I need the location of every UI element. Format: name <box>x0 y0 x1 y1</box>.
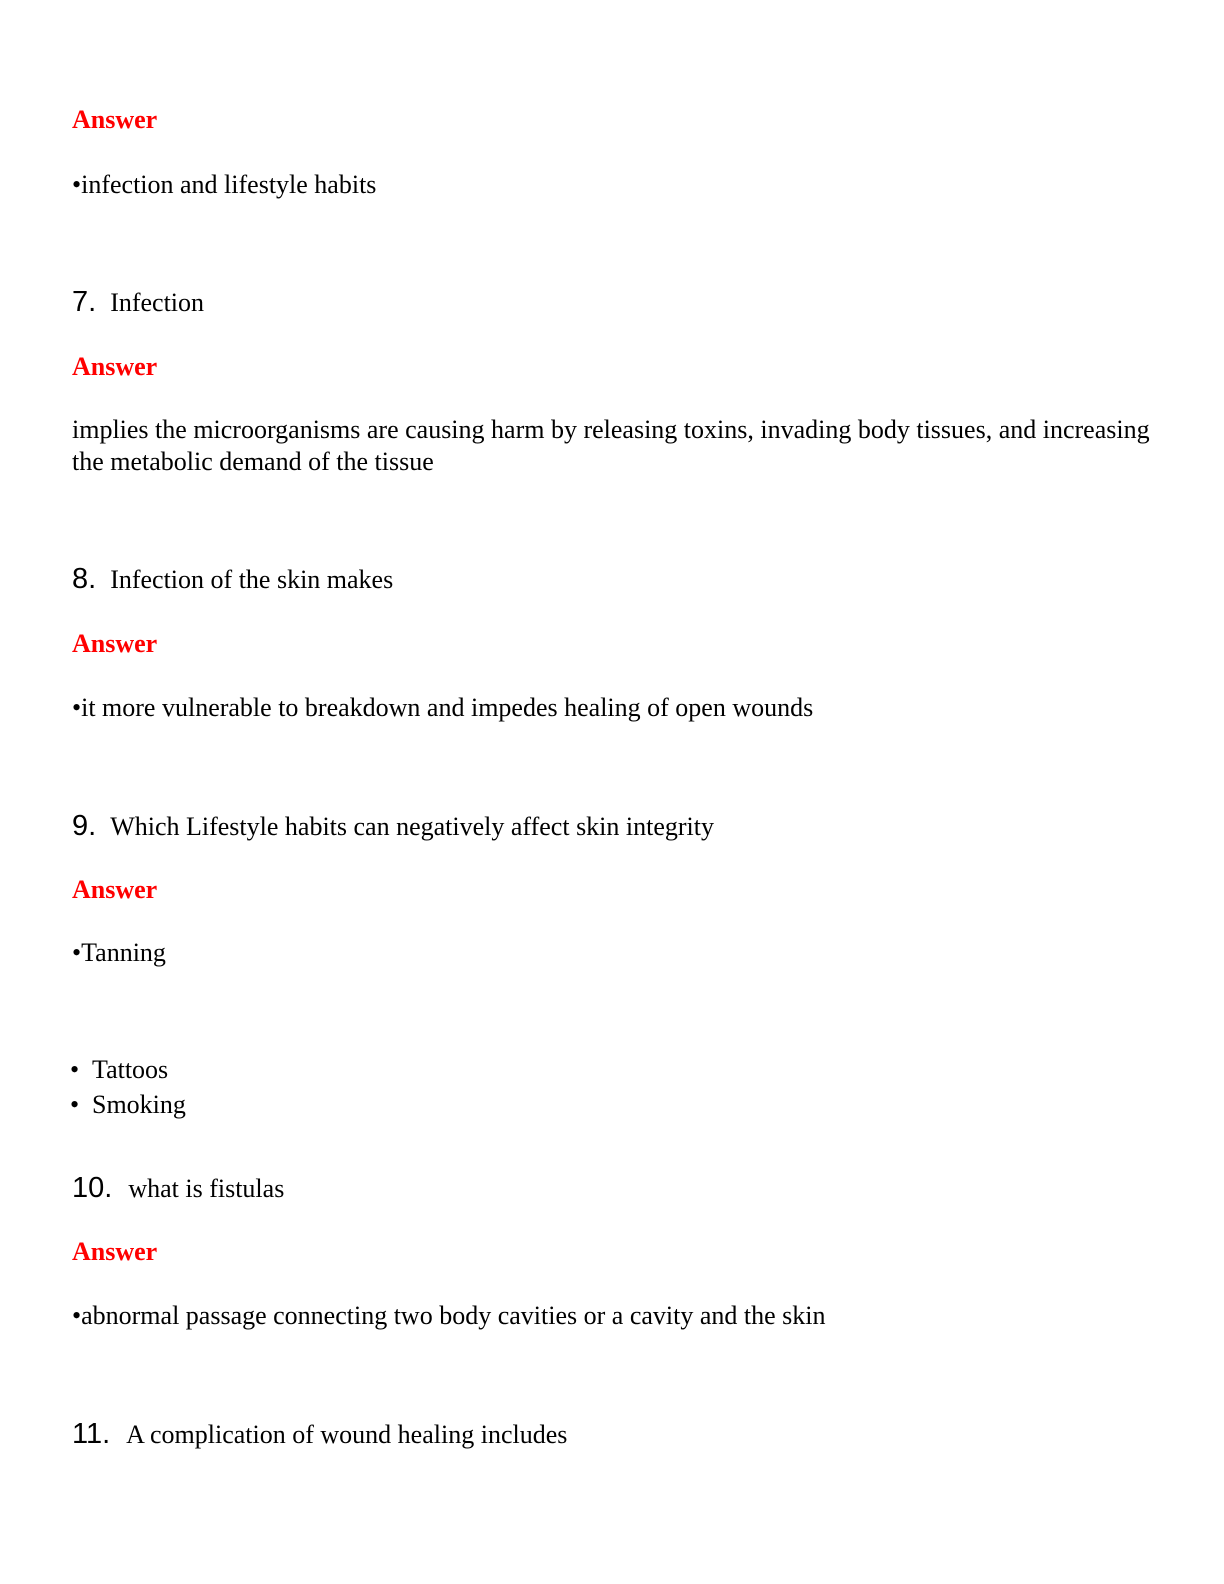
question-7 <box>72 288 204 317</box>
answer-text: •Tanning <box>72 938 166 967</box>
answer-label: Answer <box>72 875 158 904</box>
answer-label: Answer <box>72 1237 158 1266</box>
question-number: 9. <box>72 810 97 842</box>
question-text: what is fistulas <box>128 1174 285 1203</box>
question-number: 8. <box>72 563 97 595</box>
question-10 <box>72 1174 284 1203</box>
question-number: 10. <box>72 1172 113 1204</box>
question-text: Infection <box>110 288 205 317</box>
answer-label: Answer <box>72 629 158 658</box>
bullet-icon: • <box>70 1055 80 1084</box>
answer-text: •it more vulnerable to breakdown and impedes healing of open wounds <box>72 693 814 722</box>
answer-text: implies the microorganisms are causing harm by releasing toxins, invading body tissues, and increasing the metabolic demand of the tissue <box>72 415 1150 476</box>
list-item <box>70 1057 168 1083</box>
question-11 <box>72 1420 567 1449</box>
question-number: 11. <box>72 1418 111 1450</box>
list-item-text: Smoking <box>92 1090 186 1119</box>
question-text: Which Lifestyle habits can negatively affect skin integrity <box>110 812 715 841</box>
list-item <box>70 1092 186 1118</box>
question-text: Infection of the skin makes <box>110 565 394 594</box>
answer-label: Answer <box>72 352 158 381</box>
question-number: 7. <box>72 286 97 318</box>
question-text: A complication of wound healing includes <box>126 1420 568 1449</box>
answer-label: Answer <box>72 105 158 134</box>
answer-text: •abnormal passage connecting two body cavities or a cavity and the skin <box>72 1301 826 1330</box>
bullet-icon: • <box>70 1090 80 1119</box>
list-item-text: Tattoos <box>92 1055 169 1084</box>
question-9 <box>72 812 714 841</box>
question-8 <box>72 565 393 594</box>
answer-text: •infection and lifestyle habits <box>72 170 377 199</box>
